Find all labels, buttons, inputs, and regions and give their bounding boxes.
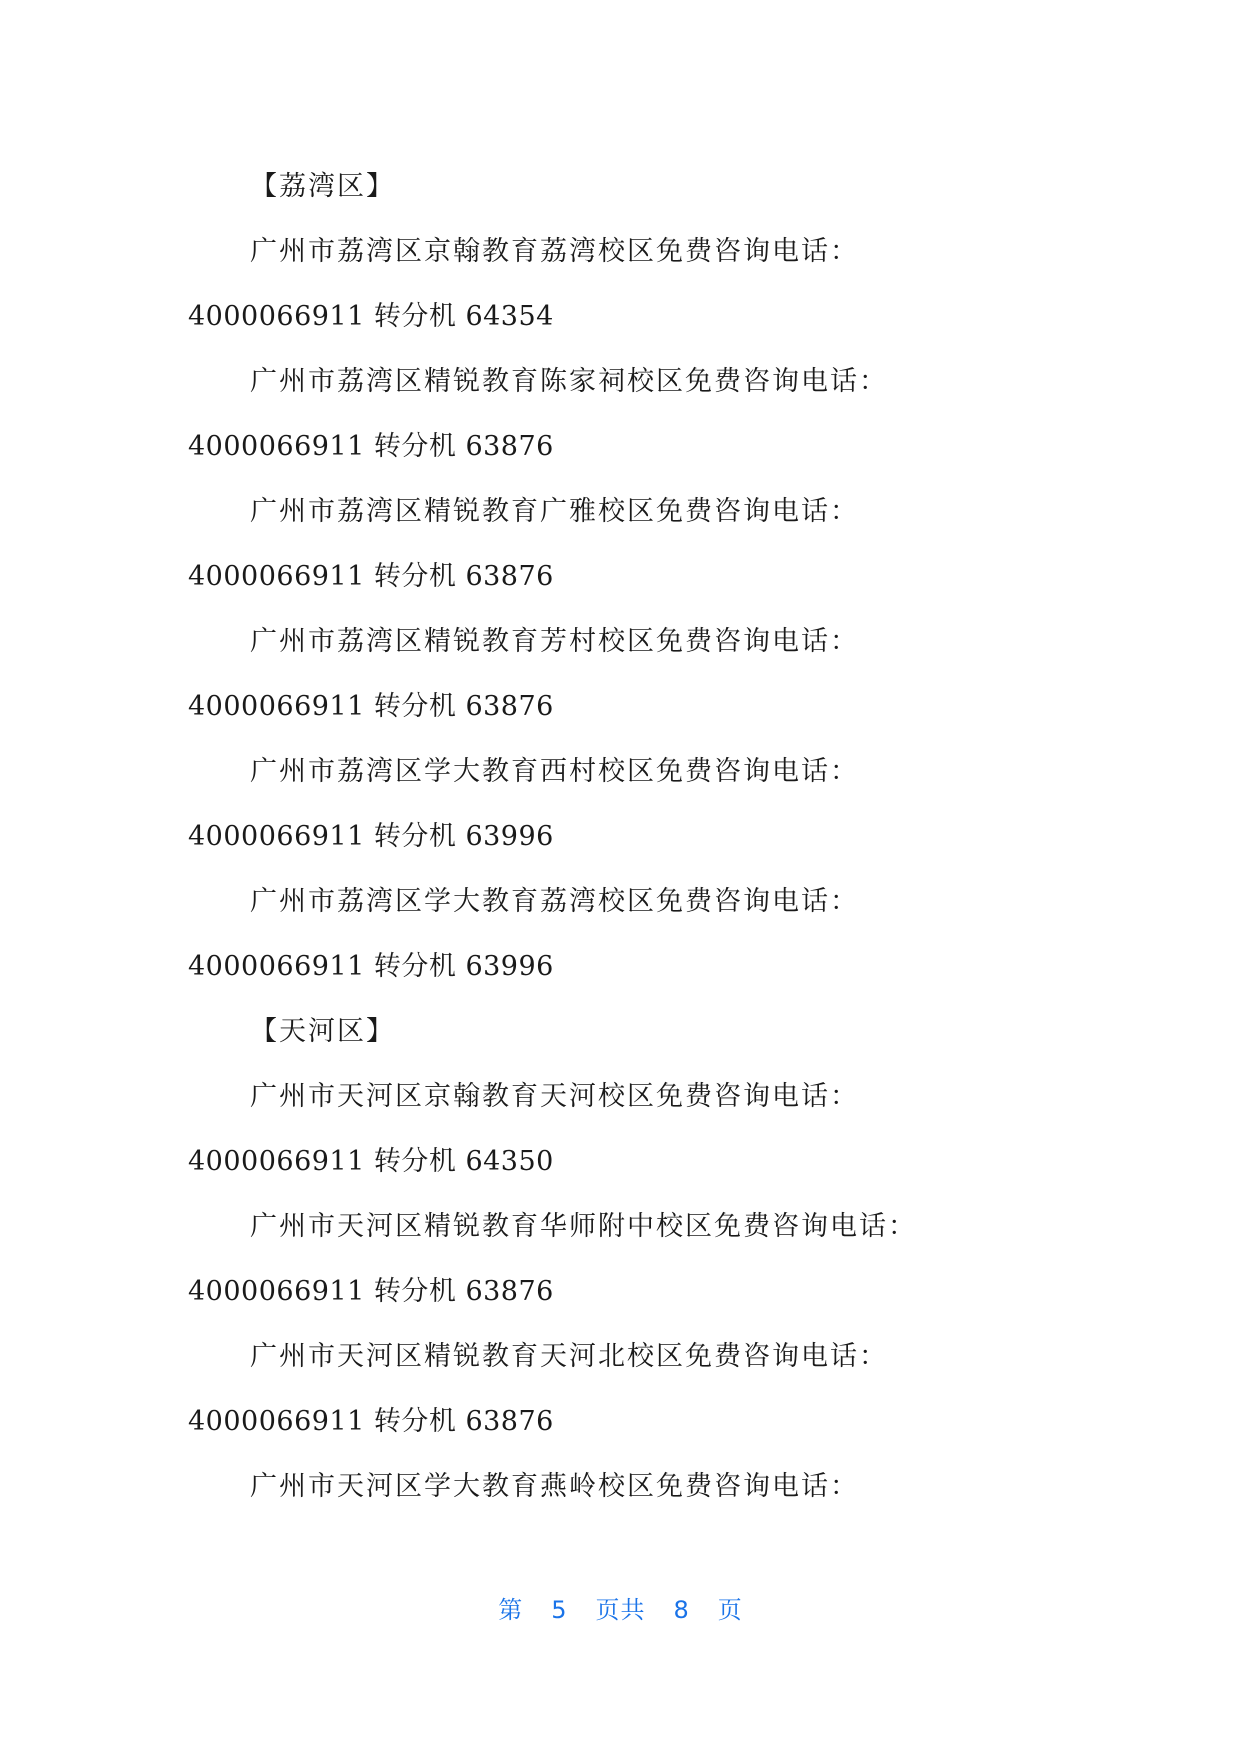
school-entry: 广州市荔湾区精锐教育芳村校区免费咨询电话： (250, 626, 859, 657)
phone-line: 4000066911 转分机 63876 (188, 691, 554, 722)
phone-line: 4000066911 转分机 63876 (188, 561, 554, 592)
school-entry: 广州市天河区京翰教育天河校区免费咨询电话： (250, 1081, 859, 1112)
footer-middle: 页共 (595, 1596, 646, 1624)
phone-line: 4000066911 转分机 63996 (188, 951, 554, 982)
school-entry: 广州市天河区精锐教育天河北校区免费咨询电话： (250, 1341, 888, 1372)
phone-line: 4000066911 转分机 63876 (188, 431, 554, 462)
phone-line: 4000066911 转分机 64354 (188, 301, 554, 332)
school-entry: 广州市天河区学大教育燕岭校区免费咨询电话： (250, 1471, 859, 1502)
school-entry: 广州市荔湾区精锐教育广雅校区免费咨询电话： (250, 496, 859, 527)
footer-total-pages: 8 (673, 1596, 690, 1624)
footer-page-number: 5 (551, 1596, 568, 1624)
phone-line: 4000066911 转分机 63876 (188, 1406, 554, 1437)
document-body (188, 154, 1068, 1519)
footer-suffix: 页 (717, 1596, 743, 1624)
footer-prefix: 第 (498, 1596, 524, 1624)
school-entry: 广州市天河区精锐教育华师附中校区免费咨询电话： (250, 1211, 917, 1242)
page-footer (0, 1590, 1241, 1625)
section-heading: 【荔湾区】 (250, 171, 395, 202)
school-entry: 广州市荔湾区学大教育西村校区免费咨询电话： (250, 756, 859, 787)
phone-line: 4000066911 转分机 63996 (188, 821, 554, 852)
school-entry: 广州市荔湾区学大教育荔湾校区免费咨询电话： (250, 886, 859, 917)
phone-line: 4000066911 转分机 64350 (188, 1146, 554, 1177)
phone-line: 4000066911 转分机 63876 (188, 1276, 554, 1307)
section-heading: 【天河区】 (250, 1016, 395, 1047)
school-entry: 广州市荔湾区精锐教育陈家祠校区免费咨询电话： (250, 366, 888, 397)
school-entry: 广州市荔湾区京翰教育荔湾校区免费咨询电话： (250, 236, 859, 267)
